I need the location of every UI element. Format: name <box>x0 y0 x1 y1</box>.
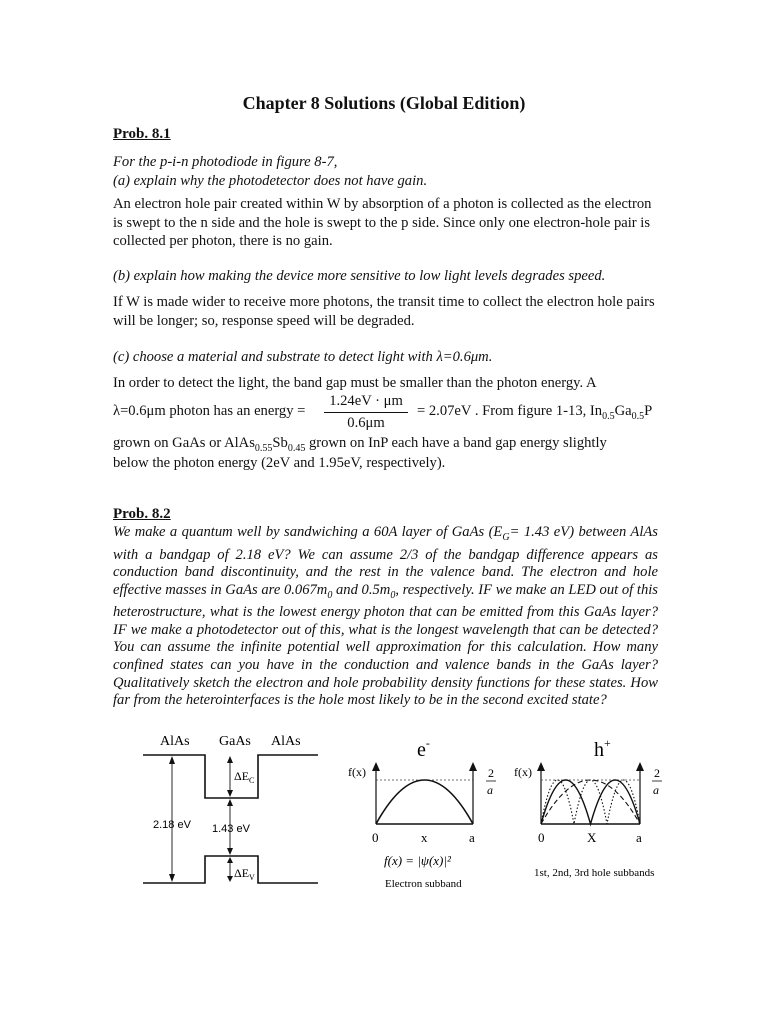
hole-y-arrow-right <box>636 762 644 771</box>
electron-a: a <box>469 830 475 845</box>
energy-fraction <box>320 392 412 433</box>
gap-arrow-alas-bottom <box>169 874 175 882</box>
fraction-denominator: 0.6μm <box>347 415 385 431</box>
fraction-bar <box>324 412 408 413</box>
q82-part1: We make a quantum well by sandwiching a 60A layer of GaAs (E <box>113 524 503 540</box>
answer-b: If W is made wider to receive more photons, the transit time to collect the electron hole pairs will be longer; so, response speed will be degraded. <box>113 294 655 329</box>
hole-caption: 1st, 2nd, 3rd hole subbands <box>534 867 655 879</box>
equation-prefix: λ=0.6μm photon has an energy = <box>113 403 306 419</box>
label-dec <box>234 769 254 785</box>
electron-y-arrow-left <box>372 762 380 771</box>
answer-c-line1: In order to detect the light, the band gap must be smaller than the photon energy. A <box>113 375 597 391</box>
label-dev-sub: V <box>249 873 255 882</box>
electron-title-sup: - <box>425 736 430 750</box>
dec-arrow-top <box>227 756 233 763</box>
electron-x: x <box>421 830 428 845</box>
quantum-well-figure <box>0 720 768 900</box>
gap-arrow-gaas-top <box>227 799 233 806</box>
question-intro: For the p-i-n photodiode in figure 8-7, <box>113 154 338 170</box>
electron-title <box>417 736 430 761</box>
label-alas-right: AlAs <box>271 734 301 749</box>
label-gaas: GaAs <box>219 734 251 749</box>
label-dev-text: ΔE <box>234 866 250 880</box>
dev-arrow-bottom <box>227 876 233 882</box>
text-p: P <box>644 403 653 419</box>
hole-y-arrow-left <box>537 762 545 771</box>
electron-formula: f(x) = |ψ(x)|² <box>384 853 451 868</box>
band-diagram <box>143 734 318 883</box>
answer-c-line4: below the photon energy (2eV and 1.95eV, respectively). <box>113 455 446 471</box>
q82-part3: and 0.5m <box>332 581 391 598</box>
electron-zero: 0 <box>372 830 379 845</box>
electron-y-arrow-right <box>469 762 477 771</box>
equation-result <box>417 403 652 422</box>
label-dev <box>234 866 255 882</box>
answer-c-line3-b: grown on InP each have a band gap energy slightly <box>305 435 607 451</box>
hole-title-sup: + <box>604 736 611 750</box>
q82-sub-0a: 0 <box>327 589 333 601</box>
hole-over-a: a <box>653 783 659 797</box>
hole-zero: 0 <box>538 830 545 845</box>
question-b: (b) explain how making the device more sensitive to low light levels degrades speed. <box>113 268 606 284</box>
q82-part4: , respectively. IF we make an LED out of this heterostructure, what is the lowest energy photon that can be emitted from this GaAs layer? IF we make a photodetector out of this, what is the longest wavelength that can be detected? You can assume the infinite potential well approximation for this calculation. How many confined states can you have in the conduction and valence bands in the GaAs layer? Qualitatively sketch the electron and hole probability density functions for these states. How far from the heterointerfaces is the hole most likely to be in the second excited state? <box>113 581 658 709</box>
hole-a: a <box>636 830 642 845</box>
hole-title <box>594 736 611 761</box>
answer-c-line3-a: grown on GaAs or AlAs <box>113 435 255 451</box>
equation-result-text: = 2.07eV . From figure 1-13, In <box>417 403 603 419</box>
prob-8-1-question <box>113 153 658 190</box>
dev-arrow-top <box>227 857 233 863</box>
sub-alas: 0.55 <box>254 442 273 454</box>
fraction-numerator: 1.24eV · μm <box>329 393 403 409</box>
hole-fx-label: f(x) <box>514 765 532 779</box>
hole-title-text: h <box>594 739 604 761</box>
electron-caption: Electron subband <box>385 878 462 890</box>
sub-in: 0.5 <box>602 410 615 422</box>
prob-8-1-heading: Prob. 8.1 <box>113 126 171 142</box>
electron-plot <box>348 736 496 890</box>
label-gap-alas: 2.18 eV <box>153 819 191 831</box>
electron-over-a: a <box>487 783 493 797</box>
question-a: (a) explain why the photodetector does not have gain. <box>113 172 428 189</box>
energy-equation <box>113 392 673 432</box>
prob-8-2-question <box>113 524 658 710</box>
text-sb: Sb <box>272 435 288 451</box>
prob-8-2-heading: Prob. 8.2 <box>113 506 171 522</box>
label-alas-left: AlAs <box>160 734 190 749</box>
label-dec-sub: C <box>249 776 255 785</box>
q82-sub-g: G <box>502 531 510 543</box>
sub-sb: 0.45 <box>287 442 306 454</box>
dec-arrow-bottom <box>227 790 233 797</box>
text-ga: Ga <box>614 403 632 419</box>
q82-part2: = 1.43 eV) between AlAs with a bandgap of 2.18 eV? We can assume 2/3 of the bandgap difference appears as conduction band discontinuity, and the rest in the valence band. The electron and hole effective masses in GaAs are 0.067m <box>113 524 658 598</box>
electron-two: 2 <box>488 766 494 780</box>
electron-title-text: e <box>417 739 426 761</box>
sub-ga: 0.5 <box>631 410 645 422</box>
hole-two: 2 <box>654 766 660 780</box>
hole-plot <box>514 736 662 879</box>
hole-x: X <box>587 830 597 845</box>
question-c: (c) choose a material and substrate to detect light with λ=0.6μm. <box>113 349 493 365</box>
gap-arrow-gaas-bottom <box>227 848 233 855</box>
answer-a: An electron hole pair created within W by absorption of a photon is collected as the electron is swept to the n side and the hole is swept to the p side. Since only one electron-hole pair is collected per photon, there is no gain. <box>113 196 652 249</box>
electron-density-curve <box>376 780 473 824</box>
q82-sub-0b: 0 <box>390 589 396 601</box>
electron-fx-label: f(x) <box>348 765 366 779</box>
label-gap-gaas: 1.43 eV <box>212 823 250 835</box>
label-dec-text: ΔE <box>234 769 250 783</box>
gap-arrow-alas-top <box>169 756 175 764</box>
page-title: Chapter 8 Solutions (Global Edition) <box>242 93 526 113</box>
